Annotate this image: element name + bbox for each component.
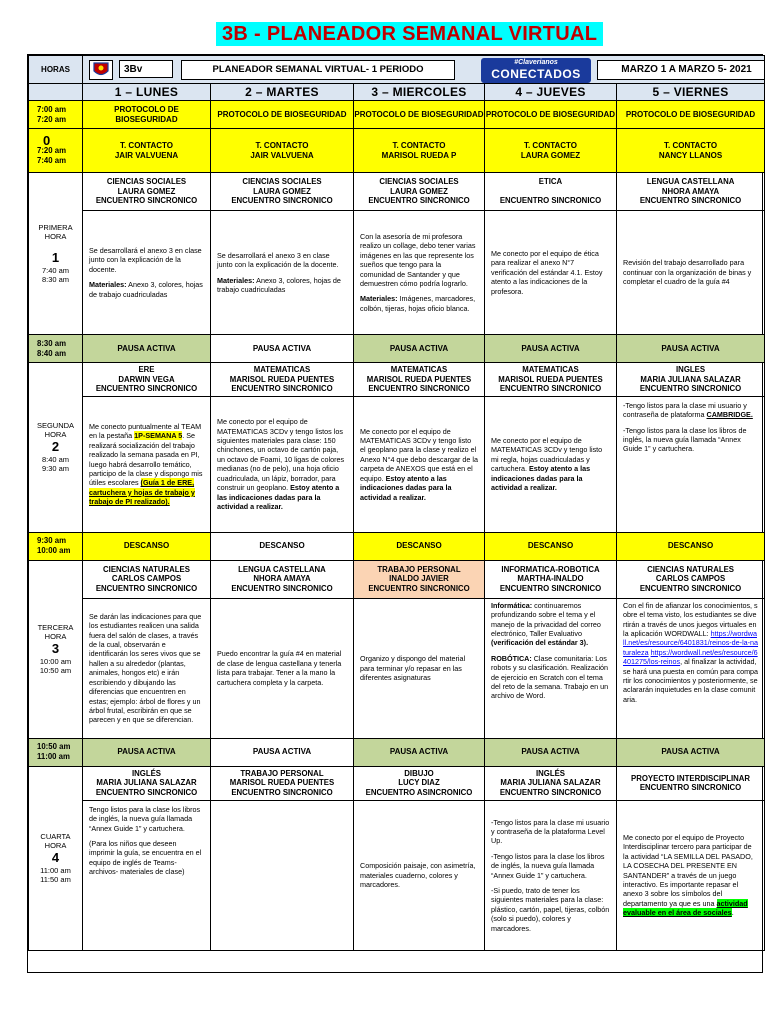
activity-cell: Me conecto por el equipo de Proyecto Interdisciplinar tercero para participar de la actividad “LA SEMILLA DEL PASADO, LA COSECHA DEL PRESENTE EN SANTANDER” a través de un juego interactivo. Es importante repasar el anexo 3 sobre los símbolos del departamento ya que es una actividad evaluable en el área de sociales. — [617, 800, 765, 950]
break-cell: PAUSA ACTIVA — [617, 738, 765, 766]
contact-cell: T. CONTACTO JAIR VALVUENA — [211, 129, 354, 173]
activity-cell: Me conecto puntualmente al TEAM en la pestaña 1P-SEMANA 5. Se realizará socialización del trabajo realizado la semana pasada en PI, luego habrá desarrollo temático, participo de la clase y dispongo mis útiles escolares (Guía 1 de ERE, cartuchera y hojas de trabajo y trabajo de PI realizado). — [83, 396, 211, 532]
activity-cell: Informática: continuaremos profundizando sobre el tema y el manejo de la privacidad del correo electrónico, Taller Evaluativo (verificación del estándar 3). ROBÓTICA: Clase comunitaria: Los robots y su clasificación. Realización de ejercicio en Scratch con el tema del reto de la semana. Trabajo en un archivo de Word. — [485, 598, 617, 738]
activity-cell: Me conecto por el equipo de MATEMATICAS 3CDv y tengo listo mi regla, hojas cuadriculadas y cartuchera. Estoy atento a las indicaciones dadas para la actividad a realizar. — [485, 396, 617, 532]
subject-cell: CIENCIAS NATURALES CARLOS CAMPOS ENCUENTRO SINCRONICO — [83, 560, 211, 598]
subject-cell: MATEMATICAS MARISOL RUEDA PUENTES ENCUENTRO SINCRONICO — [485, 363, 617, 397]
subject-cell: MATEMATICAS MARISOL RUEDA PUENTES ENCUENTRO SINCRONICO — [211, 363, 354, 397]
break-cell: PAUSA ACTIVA — [354, 335, 485, 363]
contact-cell: T. CONTACTO JAIR VALVUENA — [83, 129, 211, 173]
day-wednesday: 3 – MIERCOLES — [354, 84, 485, 101]
subject-cell: LENGUA CASTELLANA NHORA AMAYA ENCUENTRO SINCRONICO — [617, 173, 765, 211]
subject-cell: CIENCIAS SOCIALES LAURA GOMEZ ENCUENTRO SINCRONICO — [354, 173, 485, 211]
conectados-logo: #Claverianos CONECTADOS — [481, 58, 591, 83]
contact-cell: T. CONTACTO NANCY LLANOS — [617, 129, 765, 173]
recess-cell: DESCANSO — [83, 532, 211, 560]
group-label: 3Bv — [119, 60, 173, 78]
subject-cell: PROYECTO INTERDISCIPLINAR ENCUENTRO SINCRONICO — [617, 766, 765, 800]
planner-label: PLANEADOR SEMANAL VIRTUAL- 1 PERIODO — [181, 60, 455, 80]
time-cell: 8:30 am 8:40 am — [29, 335, 83, 363]
time-cell: 0 7:20 am 7:40 am — [29, 129, 83, 173]
subject-cell: INGLES MARIA JULIANA SALAZAR ENCUENTRO SINCRONICO — [617, 363, 765, 397]
subject-cell: TRABAJO PERSONAL INALDO JAVIER ENCUENTRO SINCRONICO — [354, 560, 485, 598]
day-tuesday: 2 – MARTES — [211, 84, 354, 101]
subject-cell: INGLÉS MARIA JULIANA SALAZAR ENCUENTRO SINCRONICO — [83, 766, 211, 800]
break-cell: PAUSA ACTIVA — [354, 738, 485, 766]
break-cell: PAUSA ACTIVA — [83, 738, 211, 766]
bioseguridad-cell: PROTOCOLO DE BIOSEGURIDAD — [354, 101, 485, 129]
hour-label: TERCERA HORA 3 10:00 am 10:50 am — [29, 560, 83, 738]
activity-cell: Revisión del trabajo desarrollado para continuar con la organización de binas y completar el cuadro de la guía #4 — [617, 211, 765, 335]
subject-cell: ERE DARWIN VEGA ENCUENTRO SINCRONICO — [83, 363, 211, 397]
activity-cell: Puedo encontrar la guía #4 en material de clase de lengua castellana y tenerla lista para trabajar. Tener a la mano la cartuchera completa y la carpeta. — [211, 598, 354, 738]
time-cell: 10:50 am 11:00 am — [29, 738, 83, 766]
recess-cell: DESCANSO — [617, 532, 765, 560]
day-friday: 5 – VIERNES — [617, 84, 765, 101]
activity-cell: Me conecto por el equipo de MATEMATICAS 3CDv y tengo listos los siguientes materiales para clase: 150 chinchones, un octavo de cartón paja, un octavo de Foami, 10 ligas de colores medianas (no de pelo), una hoja oficio cuadriculada, un lápiz, borrador, para construir un geoplano. Estoy atento a las indicaciones dadas para la actividad a realizar. — [211, 396, 354, 532]
day-thursday: 4 – JUEVES — [485, 84, 617, 101]
contact-cell: T. CONTACTO LAURA GOMEZ — [485, 129, 617, 173]
break-cell: PAUSA ACTIVA — [83, 335, 211, 363]
break-cell: PAUSA ACTIVA — [485, 738, 617, 766]
bioseguridad-cell: PROTOCOLO DE BIOSEGURIDAD — [617, 101, 765, 129]
break-cell: PAUSA ACTIVA — [485, 335, 617, 363]
school-crest-icon — [89, 60, 113, 80]
page-title: 3B - PLANEADOR SEMANAL VIRTUAL — [216, 22, 603, 46]
contact-cell: T. CONTACTO MARISOL RUEDA P — [354, 129, 485, 173]
subject-cell: CIENCIAS SOCIALES LAURA GOMEZ ENCUENTRO SINCRONICO — [83, 173, 211, 211]
subject-cell: LENGUA CASTELLANA NHORA AMAYA ENCUENTRO SINCRONICO — [211, 560, 354, 598]
activity-cell: Organizo y dispongo del material para terminar y/o repasar en las diferentes asignaturas — [354, 598, 485, 738]
activity-cell: -Tengo listos para la clase mi usuario y contraseña de plataforma CAMBRIDGE. -Tengo listos para la clase los libros de inglés, la nueva guía llamada “Annex Guide 1” y cartuchera. — [617, 396, 765, 532]
break-cell: PAUSA ACTIVA — [211, 335, 354, 363]
subject-cell: TRABAJO PERSONAL MARISOL RUEDA PUENTES ENCUENTRO SINCRONICO — [211, 766, 354, 800]
break-cell: PAUSA ACTIVA — [211, 738, 354, 766]
subject-cell: CIENCIAS SOCIALES LAURA GOMEZ ENCUENTRO SINCRONICO — [211, 173, 354, 211]
planner-table — [27, 54, 763, 973]
subject-cell: INGLÉS MARIA JULIANA SALAZAR ENCUENTRO SINCRONICO — [485, 766, 617, 800]
recess-cell: DESCANSO — [485, 532, 617, 560]
activity-cell: Se darán las indicaciones para que los estudiantes realicen una salida fuera del salón de clases, a través de la cual, observarán e identificarán los seres vivos que se hallen a su alrededor (plantas, animales, hongos etc) e irán escribiendo y dibujando las diferencias que encuentren en estas; ejemplo: árbol de flores y un árbol frutal, escribirán en que se parecen y en que se diferencian. — [83, 598, 211, 738]
activity-cell: Con el fin de afianzar los conocimientos, sobre el tema visto, los estudiantes se divertirán a través de unos juegos virtuales en la aplicación WORDWALL: https://wordwall.net/es/resource/6401831/reinos-de-la-naturaleza https://wordwall.net/es/resource/6401275/los-reinos, al finalizar la actividad, se hará una puesta en común para compartir los conocimientos y posteriormente, se aclararán inquietudes en la clase comunitaria. — [617, 598, 765, 738]
recess-cell: DESCANSO — [354, 532, 485, 560]
hour-label: PRIMERA HORA 1 7:40 am 8:30 am — [29, 173, 83, 335]
subject-cell: INFORMATICA-ROBOTICA MARTHA-INALDO ENCUENTRO SINCRONICO — [485, 560, 617, 598]
subject-cell: ETICA ENCUENTRO SINCRONICO — [485, 173, 617, 211]
activity-cell: Me conecto por el equipo de ética para realizar el anexo N°7 verificación del estándar 4.1. Estoy atento a las indicaciones de la profesora. — [485, 211, 617, 335]
activity-cell: Con la asesoría de mi profesora realizo un collage, debo tener varias imágenes en las que represente los sueños que tengo para la comunidad de Santander y que demuestren cómo podría lograrlo. Materiales: Imágenes, marcadores, colbón, tijeras, hojas oficio blanca. — [354, 211, 485, 335]
activity-cell: Se desarrollará el anexo 3 en clase junto con la explicación de la docente. Materiales: Anexo 3, colores, hojas de trabajo cuadriculadas — [83, 211, 211, 335]
horas-header: HORAS — [29, 56, 83, 84]
hour-label: SEGUNDA HORA 2 8:40 am 9:30 am — [29, 363, 83, 533]
activity-cell: Se desarrollará el anexo 3 en clase junto con la explicación de la docente. Materiales: Anexo 3, colores, hojas de trabajo cuadriculadas — [211, 211, 354, 335]
blank-cell — [29, 84, 83, 101]
activity-cell: Composición paisaje, con asimetría, materiales cuaderno, colores y marcadores. — [354, 800, 485, 950]
wordwall-link[interactable]: https://wordwall.net/es/resource/6401831/reinos-de-la-naturaleza — [623, 629, 759, 657]
subject-cell: MATEMATICAS MARISOL RUEDA PUENTES ENCUENTRO SINCRONICO — [354, 363, 485, 397]
break-cell: PAUSA ACTIVA — [617, 335, 765, 363]
subject-cell: DIBUJO LUCY DIAZ ENCUENTRO ASINCRONICO — [354, 766, 485, 800]
recess-cell: DESCANSO — [211, 532, 354, 560]
bioseguridad-cell: PROTOCOLO DE BIOSEGURIDAD — [211, 101, 354, 129]
time-cell: 9:30 am 10:00 am — [29, 532, 83, 560]
activity-cell — [211, 800, 354, 950]
subject-cell: CIENCIAS NATURALES CARLOS CAMPOS ENCUENTRO SINCRONICO — [617, 560, 765, 598]
time-cell: 7:00 am 7:20 am — [29, 101, 83, 129]
bioseguridad-cell: PROTOCOLO DE BIOSEGURIDAD — [485, 101, 617, 129]
activity-cell: Tengo listos para la clase los libros de inglés, la nueva guía llamada “Annex Guide 1” y cartuchera. (Para los niños que deseen imprimir la guía, se encuentra en el equipo de inglés de Teams- archivos- materiales de clase) — [83, 800, 211, 950]
day-monday: 1 – LUNES — [83, 84, 211, 101]
date-range: MARZO 1 A MARZO 5- 2021 — [597, 60, 765, 80]
wordwall-link[interactable]: https://wordwall.net/es/resource/6401275/los-reinos — [623, 647, 758, 667]
planner-header — [83, 56, 765, 84]
bioseguridad-cell: PROTOCOLO DE BIOSEGURIDAD — [83, 101, 211, 129]
hour-label: CUARTA HORA 4 11:00 am 11:50 am — [29, 766, 83, 950]
activity-cell: -Tengo listos para la clase mi usuario y contraseña de la plataforma Level Up. -Tengo listos para la clase los libros de inglés, la nueva guía llamada “Annex Guide 1” y cartuchera. -Si puedo, trato de tener los siguientes materiales para la clase: plástico, cartón, papel, tijeras, colbón (solo si puedo), colores y marcadores. — [485, 800, 617, 950]
activity-cell: Me conecto por el equipo de MATEMATICAS 3CDv y tengo listo el geoplano para la clase y realizo el Anexo N°4 que debo descargar de la carpeta de ANEXOS que está en el equipo. Estoy atento a las indicaciones dadas para la actividad a realizar. — [354, 396, 485, 532]
